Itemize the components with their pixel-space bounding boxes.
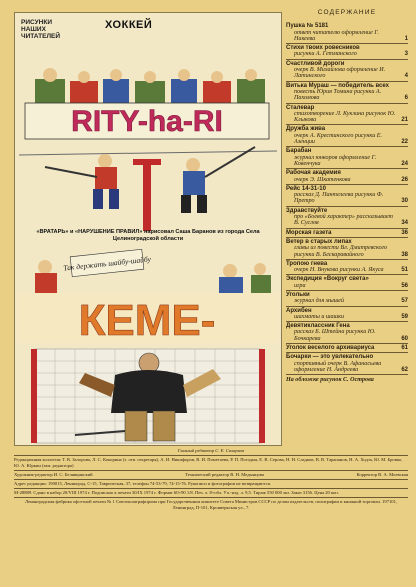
toc-entry-title: Рейс 14-31-10: [286, 185, 326, 192]
editors-row: [14, 470, 408, 479]
toc-entry-page: 59: [401, 313, 408, 320]
editorial-board: Редакционная коллегия: Т. В. Залорова, Л. С. Кокорина (з. отв. секретаря), А. И. Никифоров, В. И. Пометаева, Р. П. Погодин, Е. В. Серова, Н. Н. Сладков, В. В. Тарапанов, Н. А. Ходза, Ю. М. Бровко, Ю. А. Юркин (зам. редактора): [14, 455, 408, 470]
toc-entry-title: Экспедиция «Вокруг света»: [286, 276, 369, 283]
toc-entry-page: 1: [404, 35, 408, 42]
toc-entry: [286, 238, 408, 260]
toc-entry: [286, 344, 408, 353]
toc-entry-page: 36: [401, 229, 408, 236]
toc-entry: [286, 147, 408, 169]
toc-entry-desc: очерк В. Михайлова оформление И. Латинского: [294, 67, 386, 80]
toc-entry: [286, 125, 408, 147]
toc-entry-desc: повесть Юрия Томина рисунки А. Пахомова: [294, 88, 382, 102]
toc-entry-page: 30: [401, 198, 408, 205]
toc-entry-desc: журнал для мышей: [294, 298, 345, 305]
toc-entry: [286, 44, 408, 60]
hockey-bottom-drawing: [15, 245, 281, 445]
toc-entry-page: 60: [401, 335, 408, 342]
artwork-caption: «ВРАТАРЬ» и «НАРУШЕНИЕ ПРАВИЛ» нарисовал Саша Баранов из города Села Целиноградской области: [36, 229, 260, 242]
crowd-illustration: [35, 68, 265, 105]
toc-entry-page: 24: [401, 160, 408, 167]
artwork-title: ХОККЕЙ: [105, 19, 153, 31]
toc-entry-page: 34: [401, 220, 408, 227]
toc-entry-title: Счастливой дороги: [286, 60, 345, 67]
toc-entry: [286, 229, 408, 238]
toc-entry-desc: очерк А. Крестинского рисунки Е. Азенции: [294, 132, 383, 146]
toc-entry-page: 26: [401, 176, 408, 183]
banner-bottom-text: КЕМЕ-: [78, 296, 216, 345]
toc-entry: [286, 307, 408, 323]
toc-entry-title: Ветер в старых липах: [286, 238, 352, 245]
chief-editor: Главный редактор С. Е. Сахарнов: [177, 448, 245, 453]
section-label: РИСУНКИ НАШИХ ЧИТАТЕЛЕЙ: [21, 19, 61, 40]
toc-entry-desc: ответ читателю оформление Г. Никеева: [294, 29, 379, 42]
hockey-top-drawing: [15, 27, 281, 237]
toc-entry-title: Дружба жива: [286, 126, 326, 133]
toc-entry: [286, 207, 408, 229]
toc-entry-desc: главы из повести Вл. Дмитревского рисунки В. Бескаравайного: [294, 245, 388, 258]
toc-entry-title: Тропою гнева: [286, 260, 328, 267]
toc-entry-title: Пушка № 5181: [286, 23, 329, 30]
print-info: М-28889. Сдано в набор 20/VIII 1974 г. Подписано к печати 30/IX 1974 г. Формат 60×90 1/8. Печ. л. 8+обл. Уч.-изд. л. 9,5. Тираж 550 000 экз. Заказ 3156. Цена 20 коп.: [14, 488, 408, 497]
toc-entry-title: Уголок веселого архивариуса: [286, 345, 375, 352]
toc-entry-desc: очерк Э. Шкатенкова: [294, 176, 351, 183]
toc-entry-title: Рабочая академия: [286, 170, 341, 177]
toc-entry-page: 21: [401, 117, 408, 124]
toc-entry-desc: рисунки А. Гетманского: [294, 51, 357, 58]
banner-top-text: RITY-ha-RI: [71, 105, 223, 138]
publisher-info: Ленинградская фабрика офсетной печати № 1 Союзполиграфпрома при Государственном комитете Совета Министров СССР по делам издательств, полиграфии и книжной торговли. 197101, Ленинград, П-101, Кронверкская ул., 7.: [14, 497, 408, 512]
toc-entry-desc: про «Боевой характер» рассказывает В. Суслов: [294, 214, 393, 227]
goal-post-illustration: [133, 159, 161, 231]
proofreader: Корректор В. А. Моевская: [356, 472, 408, 477]
toc-entry: [286, 169, 408, 185]
toc-entry: [286, 22, 408, 44]
toc-entry: [286, 260, 408, 276]
toc-entry-page: 4: [404, 73, 408, 80]
toc-entry-title: Стихи твоих ровесников: [286, 45, 360, 52]
toc-entry-desc: рассказ Д. Пантелеева рисунки Ф. Претро: [294, 192, 384, 205]
toc-entry-page: 3: [404, 51, 408, 58]
imprint: [14, 448, 408, 512]
toc-entry-desc: рассказ Б. Штейна рисунки Ю. Бочкарева: [294, 329, 376, 342]
toc-entry-title: Угольки: [286, 291, 310, 298]
toc-entry-title: Здравствуйте: [286, 207, 328, 214]
editorial-address: Адрес редакции: 190015, Ленинград, С-15, Таврическая, 37, телефон 74-53-79, 74-15-76. Рукописи и фотографии не возвращаются.: [14, 479, 408, 488]
toc-entry-desc: спортивный очерк В. Афанасьева оформление Н. Андреева: [294, 360, 382, 373]
toc-entry-page: 51: [401, 267, 408, 274]
toc-entry-page: 38: [401, 251, 408, 258]
toc-header: СОДЕРЖАНИЕ: [317, 9, 377, 16]
toc-cover-note: [286, 375, 408, 383]
toc-entry: [286, 82, 408, 104]
toc-entry-title: Витька Мураш — победитель всех: [286, 82, 389, 89]
fan-sign-text: Так держать шайбу-шайбу: [62, 254, 152, 273]
toc-entry-desc: игра: [294, 282, 306, 289]
player-right-illustration: [181, 147, 255, 213]
toc-entry-page: 57: [401, 298, 408, 305]
toc-entry: [286, 104, 408, 126]
toc-cover-note-label: На обложке рисунок С. Острова: [286, 377, 374, 384]
toc-entry: [286, 322, 408, 344]
player-left-illustration: [45, 154, 119, 209]
toc-entry-desc: шахматы и шашки: [294, 313, 345, 320]
toc-entry: [286, 60, 408, 82]
toc-entry-page: 22: [401, 139, 408, 146]
toc-entry-desc: очерк Н. Внукова рисунки А. Якуса: [294, 267, 384, 274]
toc-entry-title: Барабан: [286, 148, 312, 155]
toc-entry: [286, 353, 408, 375]
banner-top: [25, 103, 269, 139]
toc-entry-title: Девятиклассник Гена: [286, 323, 350, 330]
toc-entry-title: Бочарки — это увлекательно: [286, 354, 374, 361]
toc-entry-page: 61: [401, 345, 408, 352]
toc-entry-desc: журнал юнкоров оформление Г. Ковенчука: [294, 154, 377, 167]
table-of-contents: [286, 10, 408, 446]
artwork-panel: [14, 12, 282, 446]
banner-bottom: [17, 293, 279, 345]
toc-entry-desc: стихотворение Л. Куклина рисунок Ю. Клыкова: [294, 110, 396, 124]
toc-entry-title: Архибен: [286, 307, 312, 314]
toc-entry: [286, 291, 408, 307]
toc-entry-page: 56: [401, 282, 408, 289]
art-editor: Художник-редактор И. С. Белявцинский: [14, 472, 93, 477]
toc-entry-page: 6: [404, 95, 408, 102]
toc-entry-title: Морская газета: [286, 229, 332, 236]
toc-entry-title: Сталевар: [286, 104, 315, 111]
toc-entry: [286, 185, 408, 207]
tech-editor: Технический редактор В. Н. Медынцова: [185, 472, 265, 477]
fan-sign: [63, 249, 152, 276]
toc-list: [286, 22, 408, 375]
toc-entry: [286, 275, 408, 291]
toc-entry-page: 62: [401, 366, 408, 373]
